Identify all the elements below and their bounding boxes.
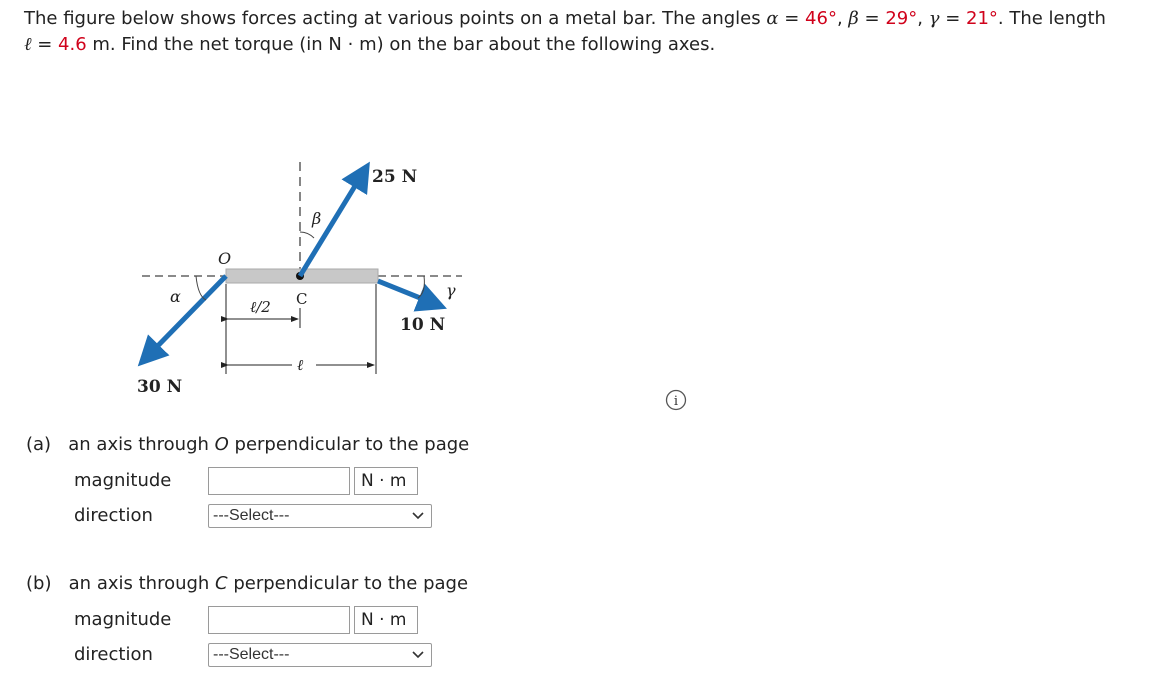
gamma-value: 21°: [966, 8, 998, 29]
equals-sign: =: [778, 8, 806, 29]
direction-select-b[interactable]: [208, 643, 432, 667]
force-arrow-25n: [300, 168, 366, 276]
force-arrow-30n: [143, 276, 226, 361]
angle-arc-gamma: [418, 276, 424, 298]
problem-statement: The figure below shows forces acting at various points on a metal bar. The angles α = 46°, β = 29°, γ = 21°. The length ℓ = 4.6 m. Find the net torque (in N · m) on the bar about the following axes.: [24, 8, 1106, 55]
chevron-down-icon: [411, 647, 425, 661]
force-arrow-10n: [378, 281, 440, 306]
direction-label: direction: [74, 644, 153, 665]
alpha-symbol: α: [766, 8, 779, 29]
label-o: O: [218, 249, 232, 268]
label-beta: β: [312, 209, 322, 228]
label-c: C: [296, 290, 308, 308]
label-length: ℓ: [297, 356, 304, 374]
label-gamma: γ: [446, 281, 456, 300]
part-heading-text: an axis through: [68, 573, 216, 594]
part-heading-text: perpendicular to the page: [227, 573, 469, 594]
alpha-value: 46°: [805, 8, 837, 29]
magnitude-input-a[interactable]: [208, 467, 350, 495]
select-value: ---Select---: [213, 646, 290, 663]
label-force-30n: 30 N: [137, 377, 183, 397]
direction-select-a[interactable]: [208, 504, 432, 528]
problem-text: The figure below shows forces acting at various points on a metal bar. The angles: [24, 8, 761, 29]
problem-text: m. Find the net torque (in N · m) on the bar about the following axes.: [86, 34, 716, 55]
direction-label: direction: [74, 505, 153, 526]
info-icon[interactable]: [665, 389, 687, 411]
select-value: ---Select---: [213, 507, 290, 524]
part-tag: (b): [26, 573, 52, 594]
label-force-25n: 25 N: [372, 167, 418, 187]
bar-figure: [0, 0, 520, 420]
part-heading-text: perpendicular to the page: [228, 434, 470, 455]
angle-arc-beta: [300, 232, 314, 238]
gamma-symbol: γ: [928, 8, 940, 29]
chevron-down-icon: [411, 508, 425, 522]
length-value: 4.6: [58, 34, 87, 55]
label-half-length: ℓ/2: [250, 298, 271, 316]
unit-label: N · m: [354, 467, 418, 495]
axis-label: O: [214, 434, 229, 455]
label-force-10n: 10 N: [400, 315, 446, 335]
problem-text: . The length: [997, 8, 1106, 29]
beta-value: 29°: [885, 8, 918, 29]
part-tag: (a): [26, 434, 52, 455]
part-a-heading: [26, 434, 469, 455]
magnitude-label: magnitude: [74, 470, 172, 491]
part-b-heading: [26, 573, 468, 594]
part-heading-text: an axis through: [68, 434, 215, 455]
unit-label: N · m: [354, 606, 418, 634]
magnitude-input-b[interactable]: [208, 606, 350, 634]
ell-symbol: ℓ: [24, 34, 32, 55]
label-alpha: α: [170, 287, 181, 306]
beta-symbol: β: [848, 8, 859, 29]
magnitude-label: magnitude: [74, 609, 172, 630]
axis-label: C: [215, 573, 228, 594]
svg-text:i: i: [673, 394, 679, 409]
